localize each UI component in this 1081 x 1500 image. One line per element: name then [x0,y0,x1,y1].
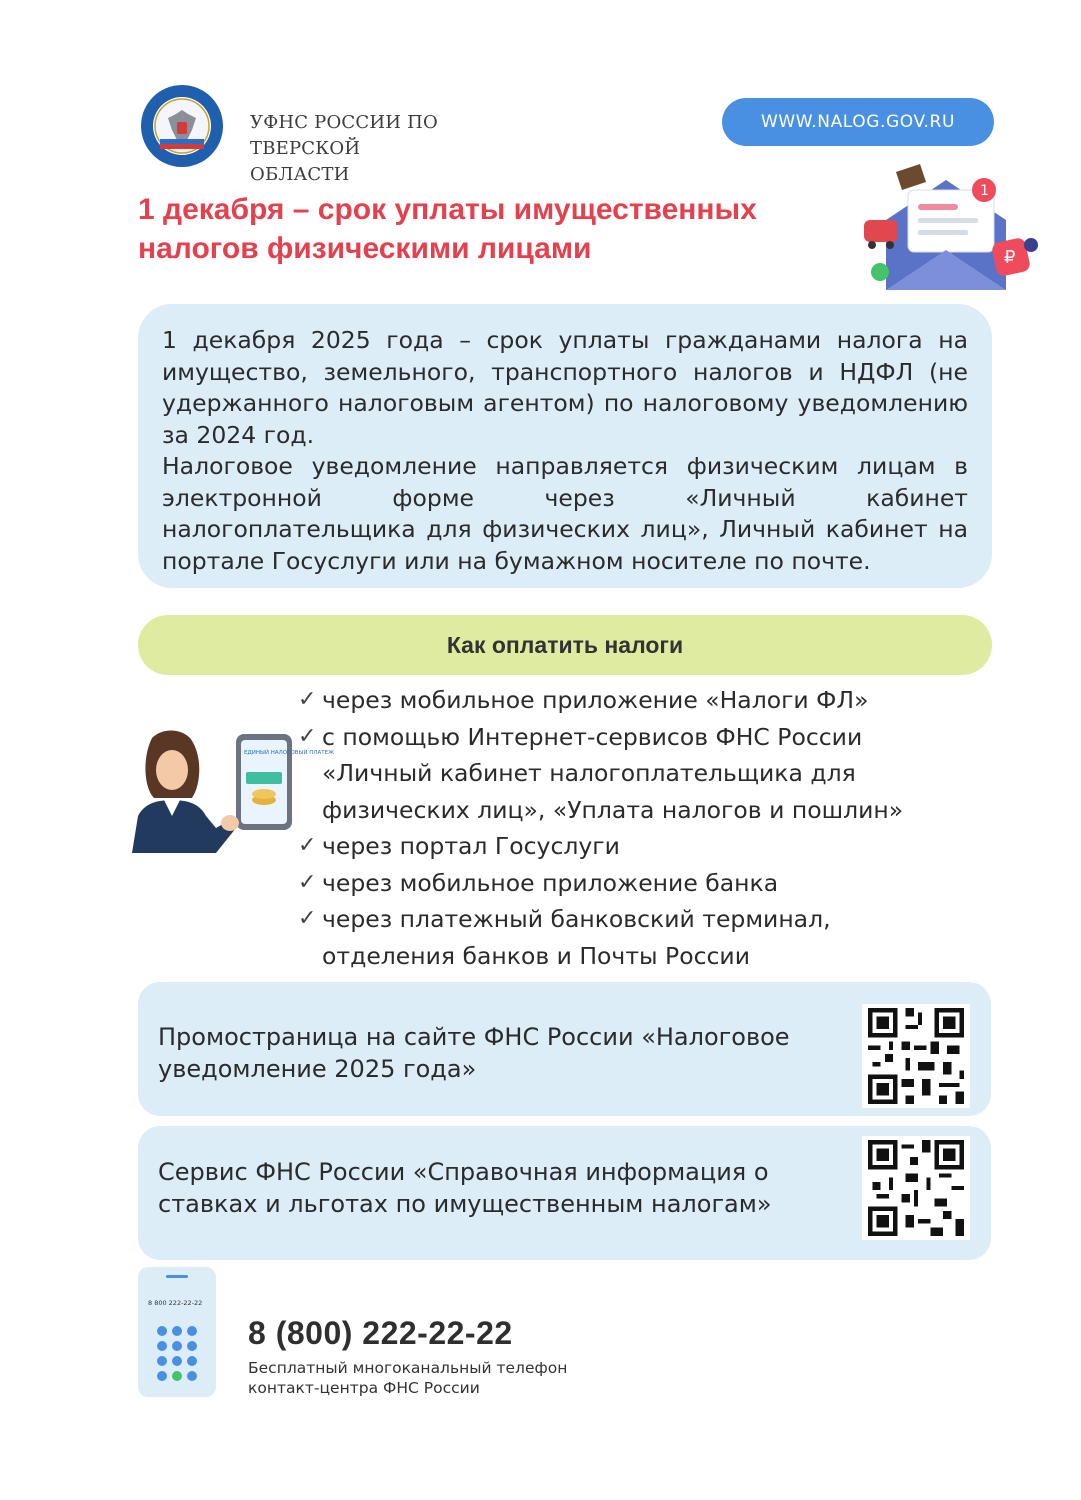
promo-page-text: Промостраница на сайте ФНС России «Налоговое уведомление 2025 года» [158,1023,790,1083]
list-item [296,682,956,719]
woman-with-tablet-illustration [132,728,335,853]
list-item-text: с помощью Интернет-сервисов ФНС России «Личный кабинет налогоплательщика для физических лиц», «Уплата налогов и пошлин» [322,722,904,824]
list-item [296,865,956,902]
checkmark-icon: ✓ [298,723,317,749]
organization-name [250,110,550,188]
list-item [296,901,956,974]
title-line-2: налогов физическими лицами [138,232,592,265]
checkmark-icon: ✓ [298,906,317,931]
fns-emblem-icon [140,84,224,168]
info-text [162,325,968,577]
website-link-button[interactable]: WWW.NALOG.GOV.RU [722,98,994,146]
checkmark-icon: ✓ [298,869,317,895]
qr-code-icon[interactable] [862,1136,970,1240]
tablet-label: ЕДИНЫЙ НАЛОГОВЫЙ ПЛАТЕЖ [244,750,335,756]
hotline-description-line-1: Бесплатный многоканальный телефон [248,1359,568,1377]
hotline-phone-number[interactable]: 8 (800) 222-22-22 [248,1315,513,1351]
page-title [138,190,838,268]
payment-methods-list [296,682,956,974]
svg-text:1: 1 [980,183,989,199]
info-paragraph-1: 1 декабря 2025 года – срок уплаты гражданами налога на имущество, земельного, транспортного налогов и НДФЛ (не удержанного налоговым агентом) по налоговому уведомлению за 2024 год. [162,326,968,449]
list-item-text: через платежный банковский терминал, отделения банков и Почты России [322,905,831,970]
checkmark-icon: ✓ [298,687,317,712]
org-line-1: УФНС РОССИИ ПО ТВЕРСКОЙ [250,112,438,159]
title-line-1: 1 декабря – срок уплаты имущественных [138,193,757,226]
qr-code-icon[interactable] [862,1004,970,1108]
list-item-text: через мобильное приложение банка [322,868,779,897]
phone-keypad-icon [138,1267,216,1397]
checkmark-icon: ✓ [298,833,317,858]
tax-notification-envelope-icon [846,150,1046,310]
svg-text:₽: ₽ [1004,247,1016,268]
keypad-number-display: 8 800 222-22-22 [148,1299,203,1307]
list-item-text: через портал Госуслуги [322,832,620,860]
org-line-2: ОБЛАСТИ [250,164,350,185]
list-item [296,828,956,865]
hotline-description-line-2: контакт-центра ФНС России [248,1379,480,1397]
reference-service-text: Сервис ФНС России «Справочная информация о ставках и льготах по имущественным налогам» [158,1158,772,1218]
hotline-description [248,1358,648,1398]
info-paragraph-2: Налоговое уведомление направляется физическим лицам в электронной форме через «Личный кабинет налогоплательщика для физических лиц», Личный кабинет на портале Госуслуги или на бумажном носителе по почте. [162,452,968,575]
list-item-text: через мобильное приложение «Налоги ФЛ» [322,686,869,714]
list-item [296,719,956,829]
how-to-pay-header: Как оплатить налоги [138,615,992,675]
